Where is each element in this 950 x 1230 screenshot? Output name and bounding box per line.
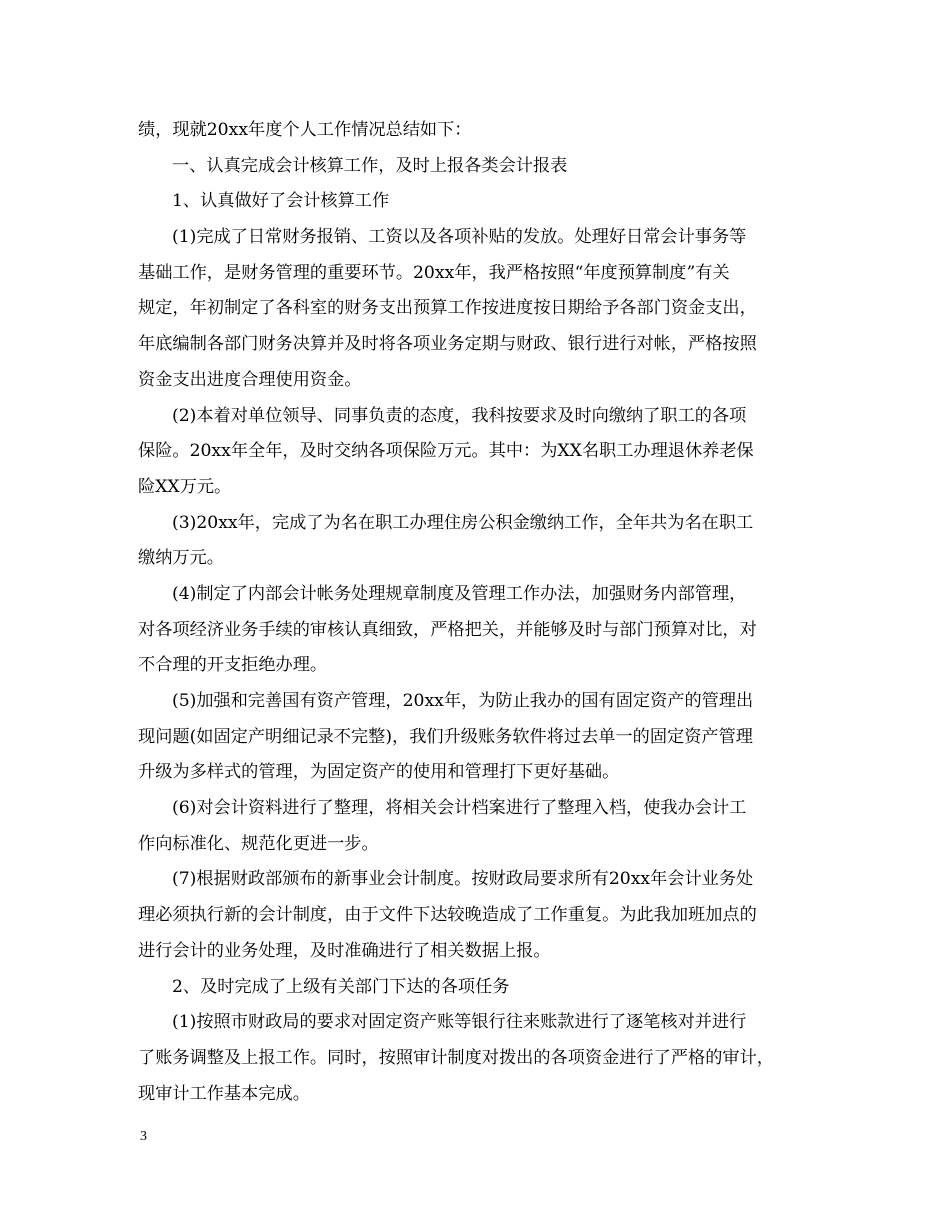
text-line: 年底编制各部门财务决算并及时将各项业务定期与财政、银行进行对帐，严格按照 [138,334,757,355]
text-line: 基础工作，是财务管理的重要环节。20xx年，我严格按照“年度预算制度”有关 [138,262,730,283]
text-line: 现问题(如固定产明细记录不完整)，我们升级账务软件将过去单一的固定资产管理 [138,726,753,747]
text-line: (7)根据财政部颁布的新事业会计制度。按财政局要求所有20xx年会计业务处 [172,869,754,890]
text-line: 保险。20xx年全年，及时交纳各项保险万元。其中：为XX名职工办理退休养老保 [138,441,754,462]
text-line: 理必须执行新的会计制度，由于文件下达较晚造成了工作重复。为此我加班加点的 [138,905,757,926]
text-line: 升级为多样式的管理，为固定资产的使用和管理打下更好基础。 [138,762,620,783]
text-line: 进行会计的业务处理，及时准确进行了相关数据上报。 [138,940,551,961]
text-line: (4)制定了内部会计帐务处理规章制度及管理工作办法，加强财务内部管理， [172,583,747,604]
page-number: 3 [140,1129,147,1144]
text-line: (2)本着对单位领导、同事负责的态度，我科按要求及时向缴纳了职工的各项 [172,405,747,426]
text-line: (6)对会计资料进行了整理，将相关会计档案进行了整理入档，使我办会计工 [172,798,747,819]
text-line: (5)加强和完善国有资产管理，20xx年，为防止我办的国有固定资产的管理出 [172,691,754,711]
text-line: 不合理的开支拒绝办理。 [138,655,328,676]
text-line: 作向标准化、规范化更进一步。 [138,833,379,854]
text-line: 现审计工作基本完成。 [138,1083,310,1104]
text-line: 了账务调整及上报工作。同时，按照审计制度对拨出的各项资金进行了严格的审计， [138,1047,774,1068]
text-line: 资金支出进度合理使用资金。 [138,369,362,390]
text-line: 1、认真做好了会计核算工作 [172,191,390,212]
document-body [138,113,818,1112]
text-line: 2、及时完成了上级有关部门下达的各项任务 [172,976,510,997]
text-line: (3)20xx年，完成了为名在职工办理住房公积金缴纳工作，全年共为名在职工 [172,512,754,533]
text-line: 规定，年初制定了各科室的财务支出预算工作按进度按日期给予各部门资金支出， [138,298,757,319]
text-line: 一、认真完成会计核算工作，及时上报各类会计报表 [172,155,568,176]
text-line: (1)完成了日常财务报销、工资以及各项补贴的发放。处理好日常会计事务等 [172,227,747,248]
text-line: 险XX万元。 [138,476,232,497]
text-line: 对各项经济业务手续的审核认真细致，严格把关，并能够及时与部门预算对比，对 [138,619,757,640]
text-line: (1)按照市财政局的要求对固定资产账等银行往来账款进行了逐笔核对并进行 [172,1012,747,1033]
text-line: 缴纳万元。 [138,548,224,569]
text-line: 绩，现就20xx年度个人工作情况总结如下： [138,120,472,140]
